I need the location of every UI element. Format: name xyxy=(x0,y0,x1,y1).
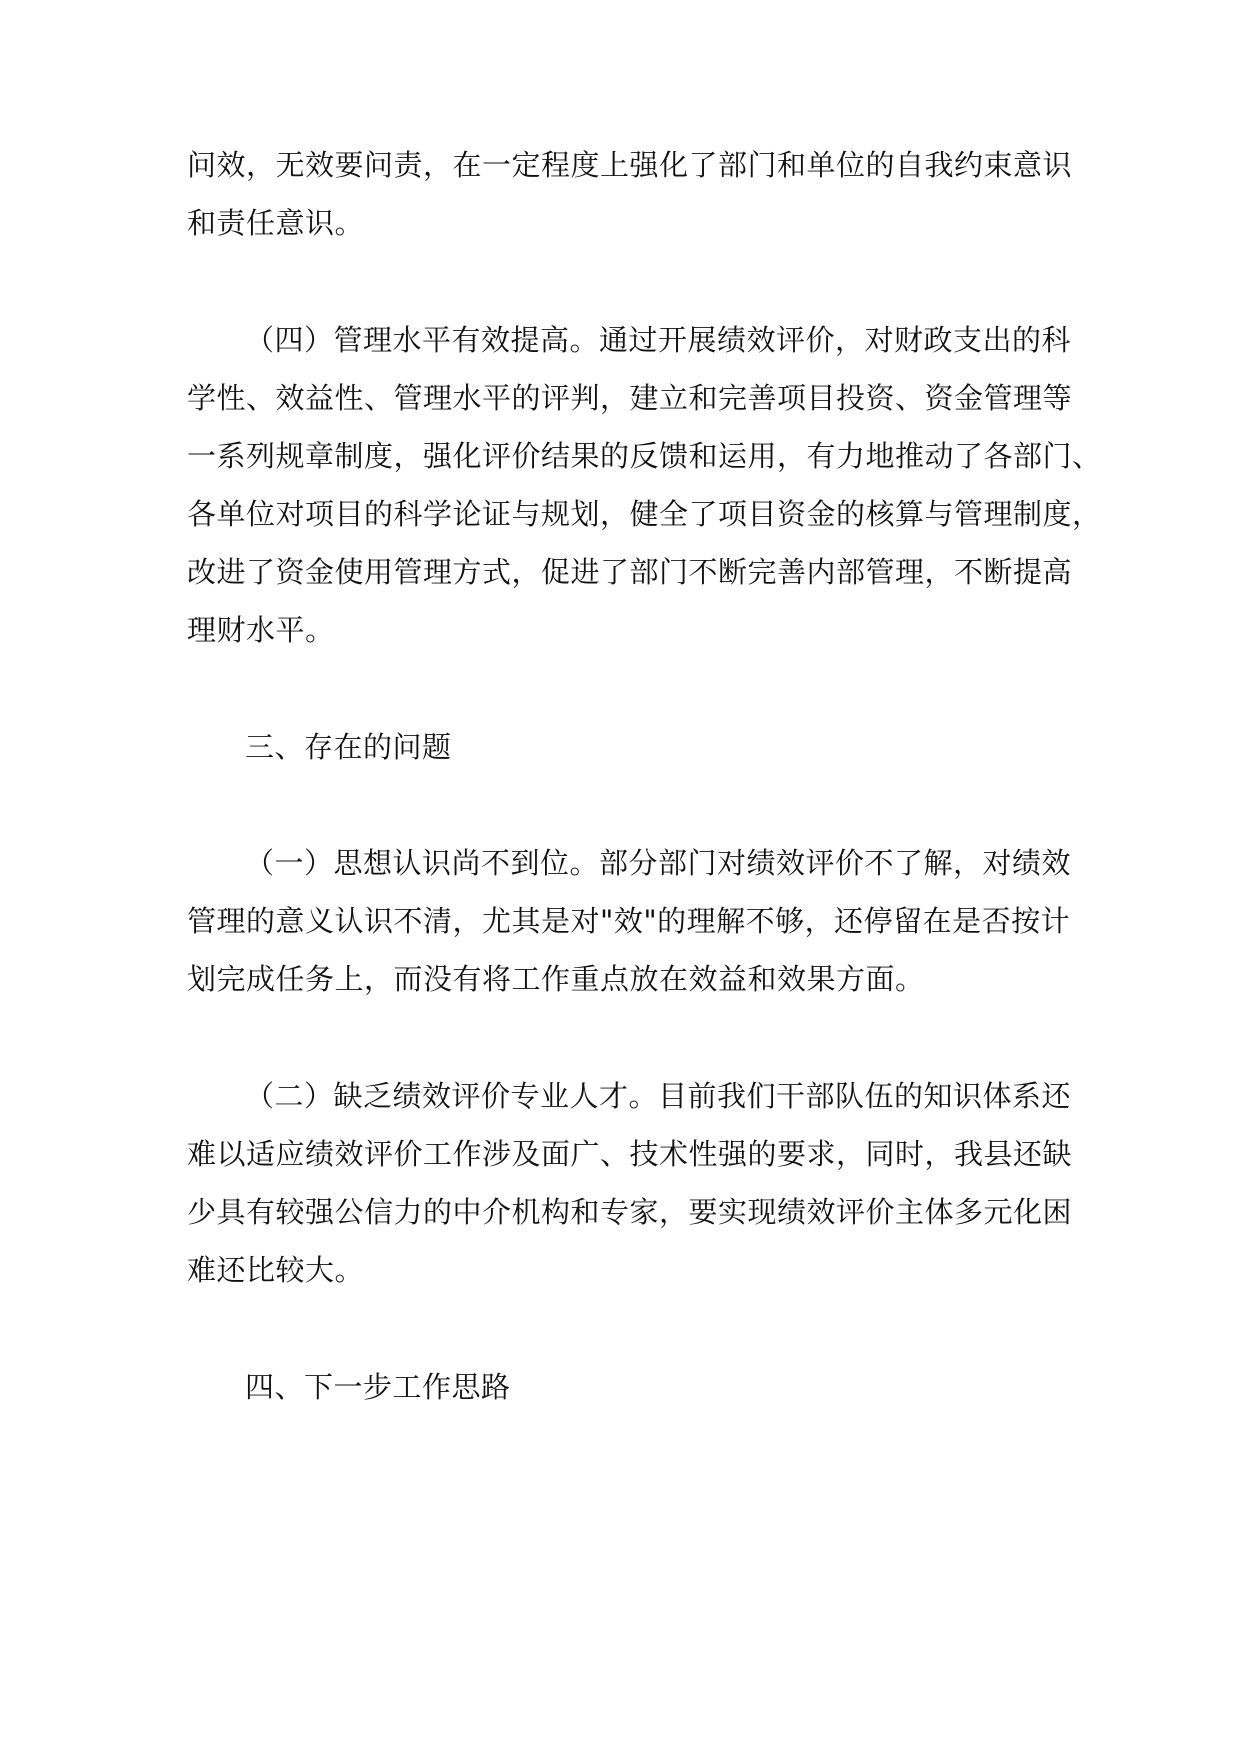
problem-two-line-1: （二）缺乏绩效评价专业人才。目前我们干部队伍的知识体系还 xyxy=(245,1079,1072,1113)
paragraph-four-line-1: （四）管理水平有效提高。通过开展绩效评价，对财政支出的科 xyxy=(245,323,1072,357)
problem-one-line-2: 管理的意义认识不清，尤其是对"效"的理解不够，还停留在是否按计 xyxy=(187,904,1071,938)
paragraph-four-line-6: 理财水平。 xyxy=(187,613,335,647)
paragraph-continuation-line-1: 问效，无效要问责，在一定程度上强化了部门和单位的自我约束意识 xyxy=(187,148,1073,182)
section-four-heading: 四、下一步工作思路 xyxy=(245,1370,511,1404)
paragraph-four-line-2: 学性、效益性、管理水平的评判，建立和完善项目投资、资金管理等 xyxy=(187,381,1073,415)
section-three-heading: 三、存在的问题 xyxy=(245,730,452,764)
paragraph-continuation-line-2: 和责任意识。 xyxy=(187,206,365,240)
paragraph-four-line-3: 一系列规章制度，强化评价结果的反馈和运用，有力地推动了各部门、 xyxy=(187,439,1102,473)
problem-two-line-4: 难还比较大。 xyxy=(187,1253,365,1287)
problem-one-line-3: 划完成任务上，而没有将工作重点放在效益和效果方面。 xyxy=(187,962,925,996)
problem-two-line-3: 少具有较强公信力的中介机构和专家，要实现绩效评价主体多元化困 xyxy=(187,1195,1073,1229)
paragraph-four-line-4: 各单位对项目的科学论证与规划，健全了项目资金的核算与管理制度， xyxy=(187,497,1102,531)
paragraph-four-line-5: 改进了资金使用管理方式，促进了部门不断完善内部管理，不断提高 xyxy=(187,555,1073,589)
problem-two-line-2: 难以适应绩效评价工作涉及面广、技术性强的要求，同时，我县还缺 xyxy=(187,1137,1073,1171)
problem-one-line-1: （一）思想认识尚不到位。部分部门对绩效评价不了解，对绩效 xyxy=(245,846,1072,880)
